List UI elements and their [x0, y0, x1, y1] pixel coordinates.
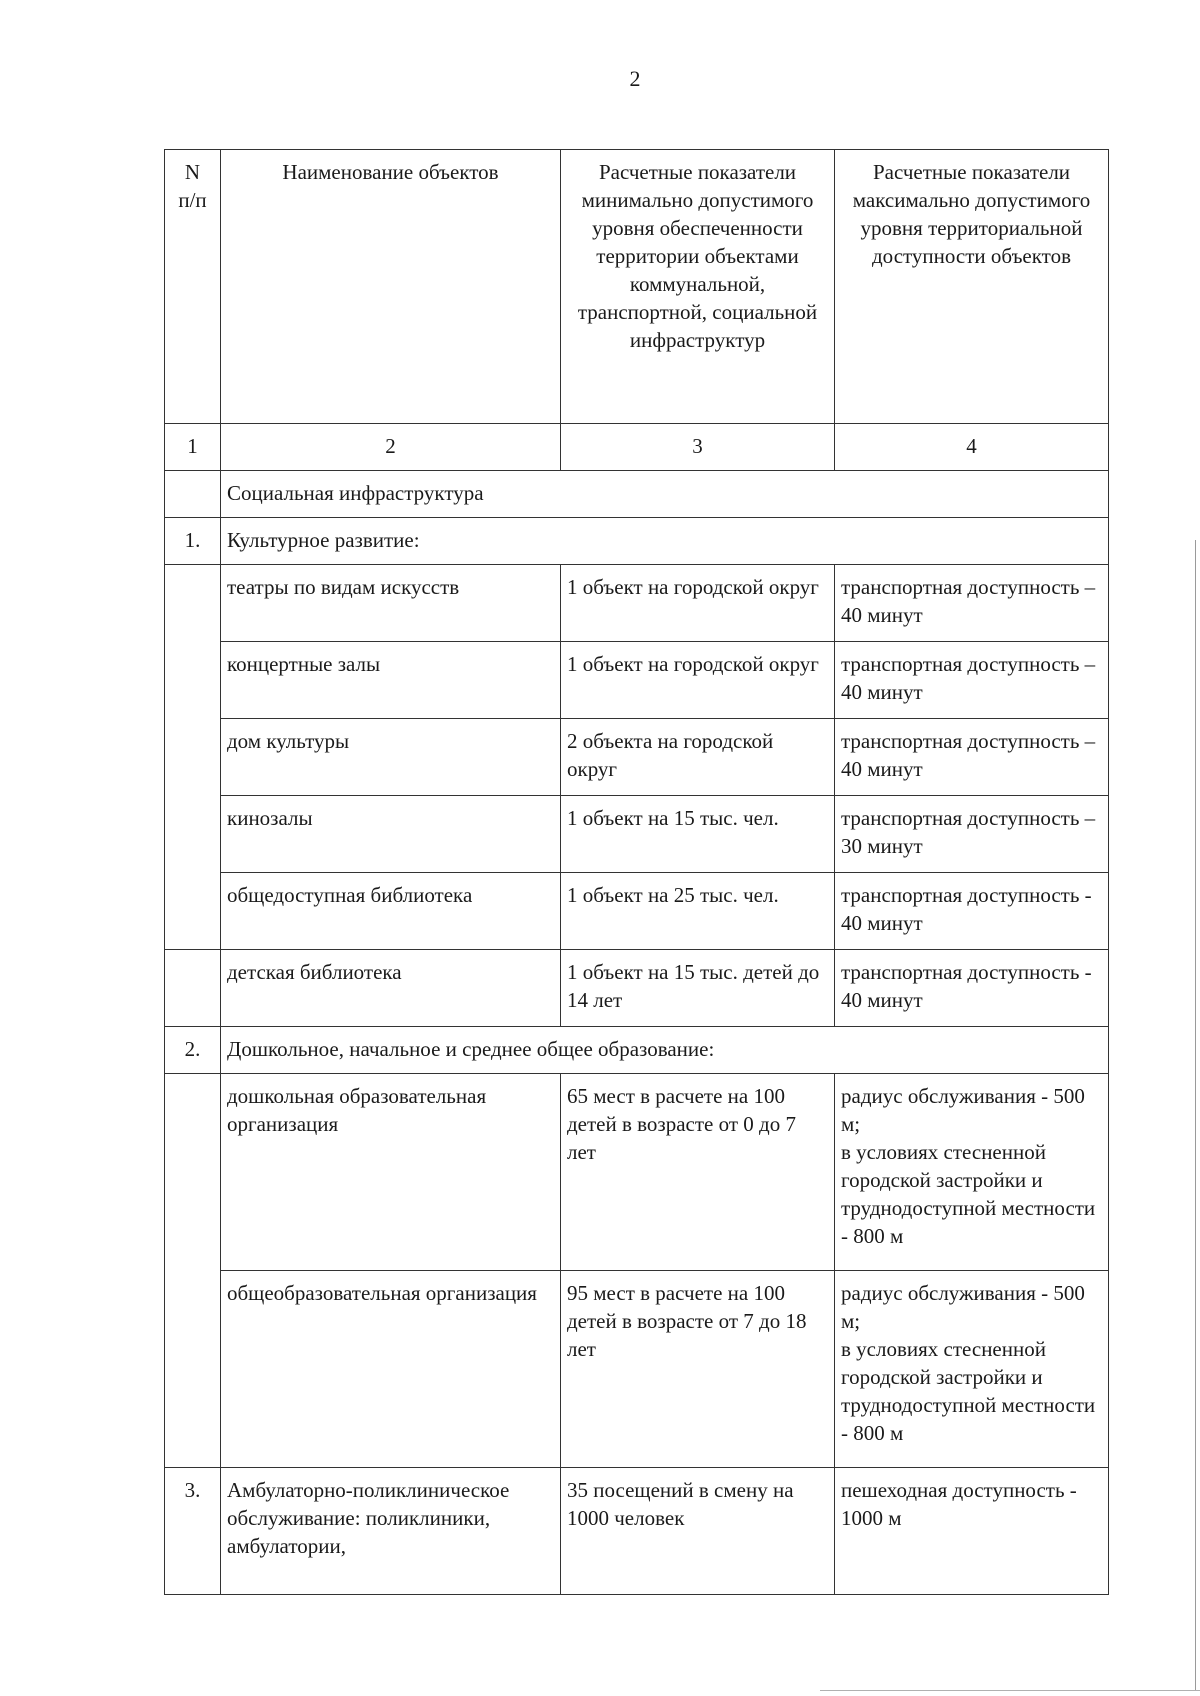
- standards-table: [164, 149, 1109, 1595]
- object-name: театры по видам искусств: [221, 565, 561, 642]
- column-number: 4: [835, 424, 1109, 471]
- min-level: 1 объект на 15 тыс. детей до 14 лет: [561, 950, 835, 1027]
- group-number: 3.: [165, 1468, 221, 1595]
- max-access: транспортная доступность - 40 минут: [835, 950, 1109, 1027]
- header-object-name: Наименование объектов: [221, 150, 561, 424]
- section-row: [165, 471, 1109, 518]
- group-number: 2.: [165, 1027, 221, 1074]
- min-level: 1 объект на городской округ: [561, 565, 835, 642]
- max-access: транспортная доступность – 40 минут: [835, 565, 1109, 642]
- object-name: кинозалы: [221, 796, 561, 873]
- empty-cell: [165, 873, 221, 950]
- table-row: [165, 796, 1109, 873]
- group-title: Дошкольное, начальное и среднее общее образование:: [221, 1027, 1109, 1074]
- max-access: транспортная доступность – 40 минут: [835, 719, 1109, 796]
- max-access: транспортная доступность - 40 минут: [835, 873, 1109, 950]
- max-access: транспортная доступность – 30 минут: [835, 796, 1109, 873]
- column-number-row: [165, 424, 1109, 471]
- object-name: общедоступная библиотека: [221, 873, 561, 950]
- column-number: 3: [561, 424, 835, 471]
- table-row: [165, 719, 1109, 796]
- min-level: 35 посещений в смену на 1000 человек: [561, 1468, 835, 1595]
- empty-cell: [165, 719, 221, 796]
- scan-edge-line: [820, 1690, 1200, 1691]
- table-row: [165, 642, 1109, 719]
- min-level: 95 мест в расчете на 100 детей в возрасте от 7 до 18 лет: [561, 1271, 835, 1468]
- column-number: 1: [165, 424, 221, 471]
- page-number: 2: [629, 66, 641, 91]
- column-number: 2: [221, 424, 561, 471]
- min-level: 1 объект на 25 тыс. чел.: [561, 873, 835, 950]
- max-access: транспортная доступность – 40 минут: [835, 642, 1109, 719]
- object-name: общеобразовательная организация: [221, 1271, 561, 1468]
- empty-cell: [165, 950, 221, 1027]
- object-name: детская библиотека: [221, 950, 561, 1027]
- scan-edge-line: [1195, 540, 1196, 1690]
- group-title: Культурное развитие:: [221, 518, 1109, 565]
- table-row: [165, 873, 1109, 950]
- group-row: [165, 1027, 1109, 1074]
- table-row: [165, 1468, 1109, 1595]
- group-number: 1.: [165, 518, 221, 565]
- max-access: радиус обслуживания - 500 м; в условиях стесненной городской застройки и труднодоступной местности - 800 м: [835, 1271, 1109, 1468]
- object-name: Амбулаторно-поликлиническое обслуживание: поликлиники, амбулатории,: [221, 1468, 561, 1595]
- empty-cell: [165, 642, 221, 719]
- empty-cell: [165, 796, 221, 873]
- table-header-row: [165, 150, 1109, 424]
- header-number: N п/п: [165, 150, 221, 424]
- max-access: пешеходная доступность - 1000 м: [835, 1468, 1109, 1595]
- empty-cell: [165, 471, 221, 518]
- empty-cell: [165, 1074, 221, 1271]
- min-level: 65 мест в расчете на 100 детей в возрасте от 0 до 7 лет: [561, 1074, 835, 1271]
- section-title: Социальная инфраструктура: [221, 471, 1109, 518]
- object-name: концертные залы: [221, 642, 561, 719]
- table-row: [165, 950, 1109, 1027]
- empty-cell: [165, 565, 221, 642]
- header-min-level: Расчетные показатели минимально допустимого уровня обеспеченности территории объектами коммунальной, транспортной, социальной инфраструктур: [561, 150, 835, 424]
- object-name: дошкольная образовательная организация: [221, 1074, 561, 1271]
- empty-cell: [165, 1271, 221, 1468]
- object-name: дом культуры: [221, 719, 561, 796]
- table-row: [165, 1074, 1109, 1271]
- table-row: [165, 1271, 1109, 1468]
- table-row: [165, 565, 1109, 642]
- max-access: радиус обслуживания - 500 м; в условиях стесненной городской застройки и труднодоступной местности - 800 м: [835, 1074, 1109, 1271]
- min-level: 2 объекта на городской округ: [561, 719, 835, 796]
- header-max-access: Расчетные показатели максимально допустимого уровня территориальной доступности объектов: [835, 150, 1109, 424]
- min-level: 1 объект на 15 тыс. чел.: [561, 796, 835, 873]
- min-level: 1 объект на городской округ: [561, 642, 835, 719]
- group-row: [165, 518, 1109, 565]
